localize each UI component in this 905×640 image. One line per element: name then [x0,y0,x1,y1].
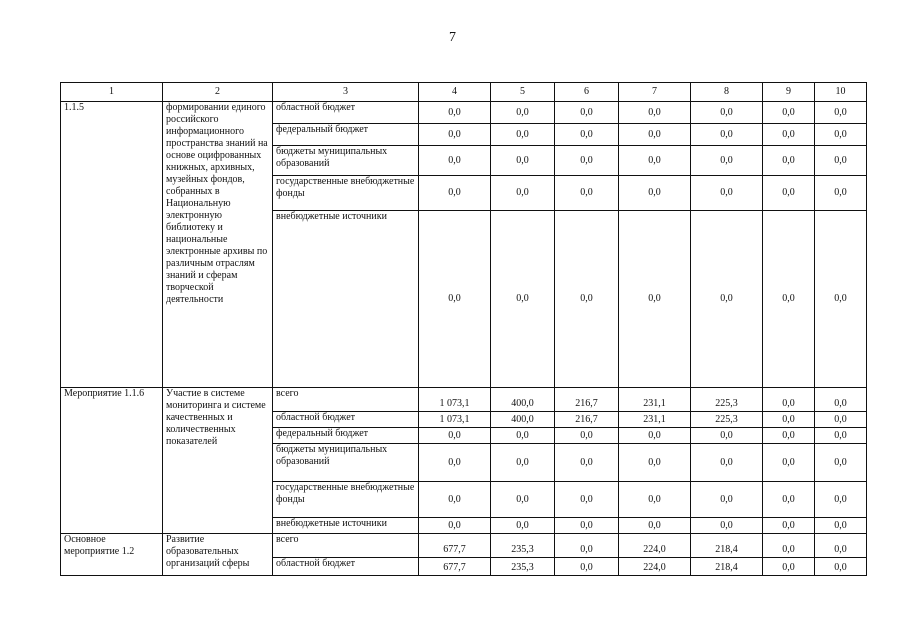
amount-cell: 1 073,1 [419,388,491,412]
amount-cell: 216,7 [555,388,619,412]
header-cell: 4 [419,83,491,102]
amount-cell: 235,3 [491,534,555,558]
header-cell: 3 [273,83,419,102]
page-number: 7 [449,30,456,45]
amount-cell: 400,0 [491,412,555,428]
activity-code: Мероприятие 1.1.6 [61,388,163,534]
amount-cell: 0,0 [555,428,619,444]
amount-cell: 0,0 [763,444,815,482]
amount-cell: 0,0 [763,124,815,146]
funding-source: областной бюджет [273,412,419,428]
funding-source: бюджеты муниципальных образований [273,444,419,482]
table-row [61,102,867,124]
amount-cell: 0,0 [555,124,619,146]
amount-cell: 0,0 [419,518,491,534]
amount-cell: 0,0 [815,146,867,176]
amount-cell: 0,0 [815,388,867,412]
amount-cell: 0,0 [619,518,691,534]
amount-cell: 224,0 [619,558,691,576]
amount-cell: 0,0 [491,428,555,444]
amount-cell: 400,0 [491,388,555,412]
funding-source: всего [273,534,419,558]
amount-cell: 0,0 [555,558,619,576]
budget-table [60,82,867,576]
amount-cell: 0,0 [763,412,815,428]
amount-cell: 0,0 [419,176,491,211]
header-row [61,83,867,102]
amount-cell: 0,0 [555,444,619,482]
funding-source: внебюджетные источники [273,518,419,534]
activity-name: Участие в системе мониторинга и системе качественных и количественных показателей [163,388,273,534]
amount-cell: 0,0 [419,146,491,176]
amount-cell: 0,0 [815,534,867,558]
amount-cell: 0,0 [491,518,555,534]
amount-cell: 225,3 [691,388,763,412]
amount-cell: 0,0 [815,558,867,576]
amount-cell: 0,0 [619,428,691,444]
amount-cell: 0,0 [419,211,491,388]
amount-cell: 0,0 [555,534,619,558]
amount-cell: 0,0 [555,482,619,518]
amount-cell: 0,0 [419,124,491,146]
amount-cell: 0,0 [763,428,815,444]
amount-cell: 0,0 [691,211,763,388]
amount-cell: 0,0 [555,176,619,211]
amount-cell: 0,0 [763,482,815,518]
amount-cell: 0,0 [619,444,691,482]
amount-cell: 0,0 [815,102,867,124]
funding-source: государственные внебюджетные фонды [273,482,419,518]
amount-cell: 218,4 [691,558,763,576]
amount-cell: 0,0 [815,176,867,211]
amount-cell: 0,0 [419,444,491,482]
amount-cell: 0,0 [491,444,555,482]
amount-cell: 0,0 [491,482,555,518]
amount-cell: 224,0 [619,534,691,558]
funding-source: федеральный бюджет [273,124,419,146]
header-cell: 1 [61,83,163,102]
amount-cell: 0,0 [763,558,815,576]
amount-cell: 0,0 [763,211,815,388]
amount-cell: 0,0 [691,102,763,124]
funding-source: всего [273,388,419,412]
amount-cell: 231,1 [619,412,691,428]
amount-cell: 0,0 [763,534,815,558]
amount-cell: 0,0 [619,482,691,518]
amount-cell: 1 073,1 [419,412,491,428]
amount-cell: 0,0 [491,146,555,176]
amount-cell: 218,4 [691,534,763,558]
header-cell: 9 [763,83,815,102]
header-cell: 7 [619,83,691,102]
amount-cell: 0,0 [419,102,491,124]
amount-cell: 0,0 [691,428,763,444]
amount-cell: 0,0 [691,518,763,534]
amount-cell: 677,7 [419,534,491,558]
amount-cell: 0,0 [763,518,815,534]
amount-cell: 0,0 [555,102,619,124]
amount-cell: 0,0 [691,444,763,482]
amount-cell: 0,0 [815,444,867,482]
amount-cell: 0,0 [691,124,763,146]
amount-cell: 0,0 [763,102,815,124]
amount-cell: 231,1 [619,388,691,412]
header-cell: 2 [163,83,273,102]
funding-source: государственные внебюджетные фонды [273,176,419,211]
amount-cell: 0,0 [815,518,867,534]
header-cell: 8 [691,83,763,102]
amount-cell: 0,0 [619,102,691,124]
amount-cell: 235,3 [491,558,555,576]
amount-cell: 0,0 [691,482,763,518]
amount-cell: 0,0 [619,211,691,388]
amount-cell: 0,0 [491,176,555,211]
amount-cell: 0,0 [619,124,691,146]
funding-source: федеральный бюджет [273,428,419,444]
funding-source: бюджеты муниципальных образований [273,146,419,176]
activity-name: Развитие образовательных организаций сферы [163,534,273,576]
amount-cell: 0,0 [815,482,867,518]
amount-cell: 225,3 [691,412,763,428]
amount-cell: 0,0 [555,518,619,534]
amount-cell: 0,0 [419,482,491,518]
header-cell: 6 [555,83,619,102]
header-cell: 5 [491,83,555,102]
amount-cell: 0,0 [691,146,763,176]
amount-cell: 0,0 [763,176,815,211]
amount-cell: 0,0 [691,176,763,211]
amount-cell: 216,7 [555,412,619,428]
amount-cell: 0,0 [815,412,867,428]
funding-source: областной бюджет [273,102,419,124]
amount-cell: 0,0 [815,211,867,388]
amount-cell: 0,0 [419,428,491,444]
amount-cell: 0,0 [555,146,619,176]
table-row [61,534,867,558]
header-cell: 10 [815,83,867,102]
amount-cell: 0,0 [491,211,555,388]
funding-source: внебюджетные источники [273,211,419,388]
amount-cell: 0,0 [619,176,691,211]
amount-cell: 0,0 [763,146,815,176]
activity-name: формировании единого российского информационного пространства знаний на основе оцифрованных книжных, архивных, музейных фондов, собранных в Национальную электронную библиотеку и национальные электронные архивы по различным отраслям знаний и сферам творческой деятельности [163,102,273,388]
amount-cell: 0,0 [555,211,619,388]
amount-cell: 0,0 [815,124,867,146]
amount-cell: 0,0 [619,146,691,176]
amount-cell: 0,0 [815,428,867,444]
amount-cell: 677,7 [419,558,491,576]
activity-code: Основное мероприятие 1.2 [61,534,163,576]
funding-source: областной бюджет [273,558,419,576]
activity-code: 1.1.5 [61,102,163,388]
amount-cell: 0,0 [491,102,555,124]
amount-cell: 0,0 [763,388,815,412]
table-row [61,388,867,412]
amount-cell: 0,0 [491,124,555,146]
